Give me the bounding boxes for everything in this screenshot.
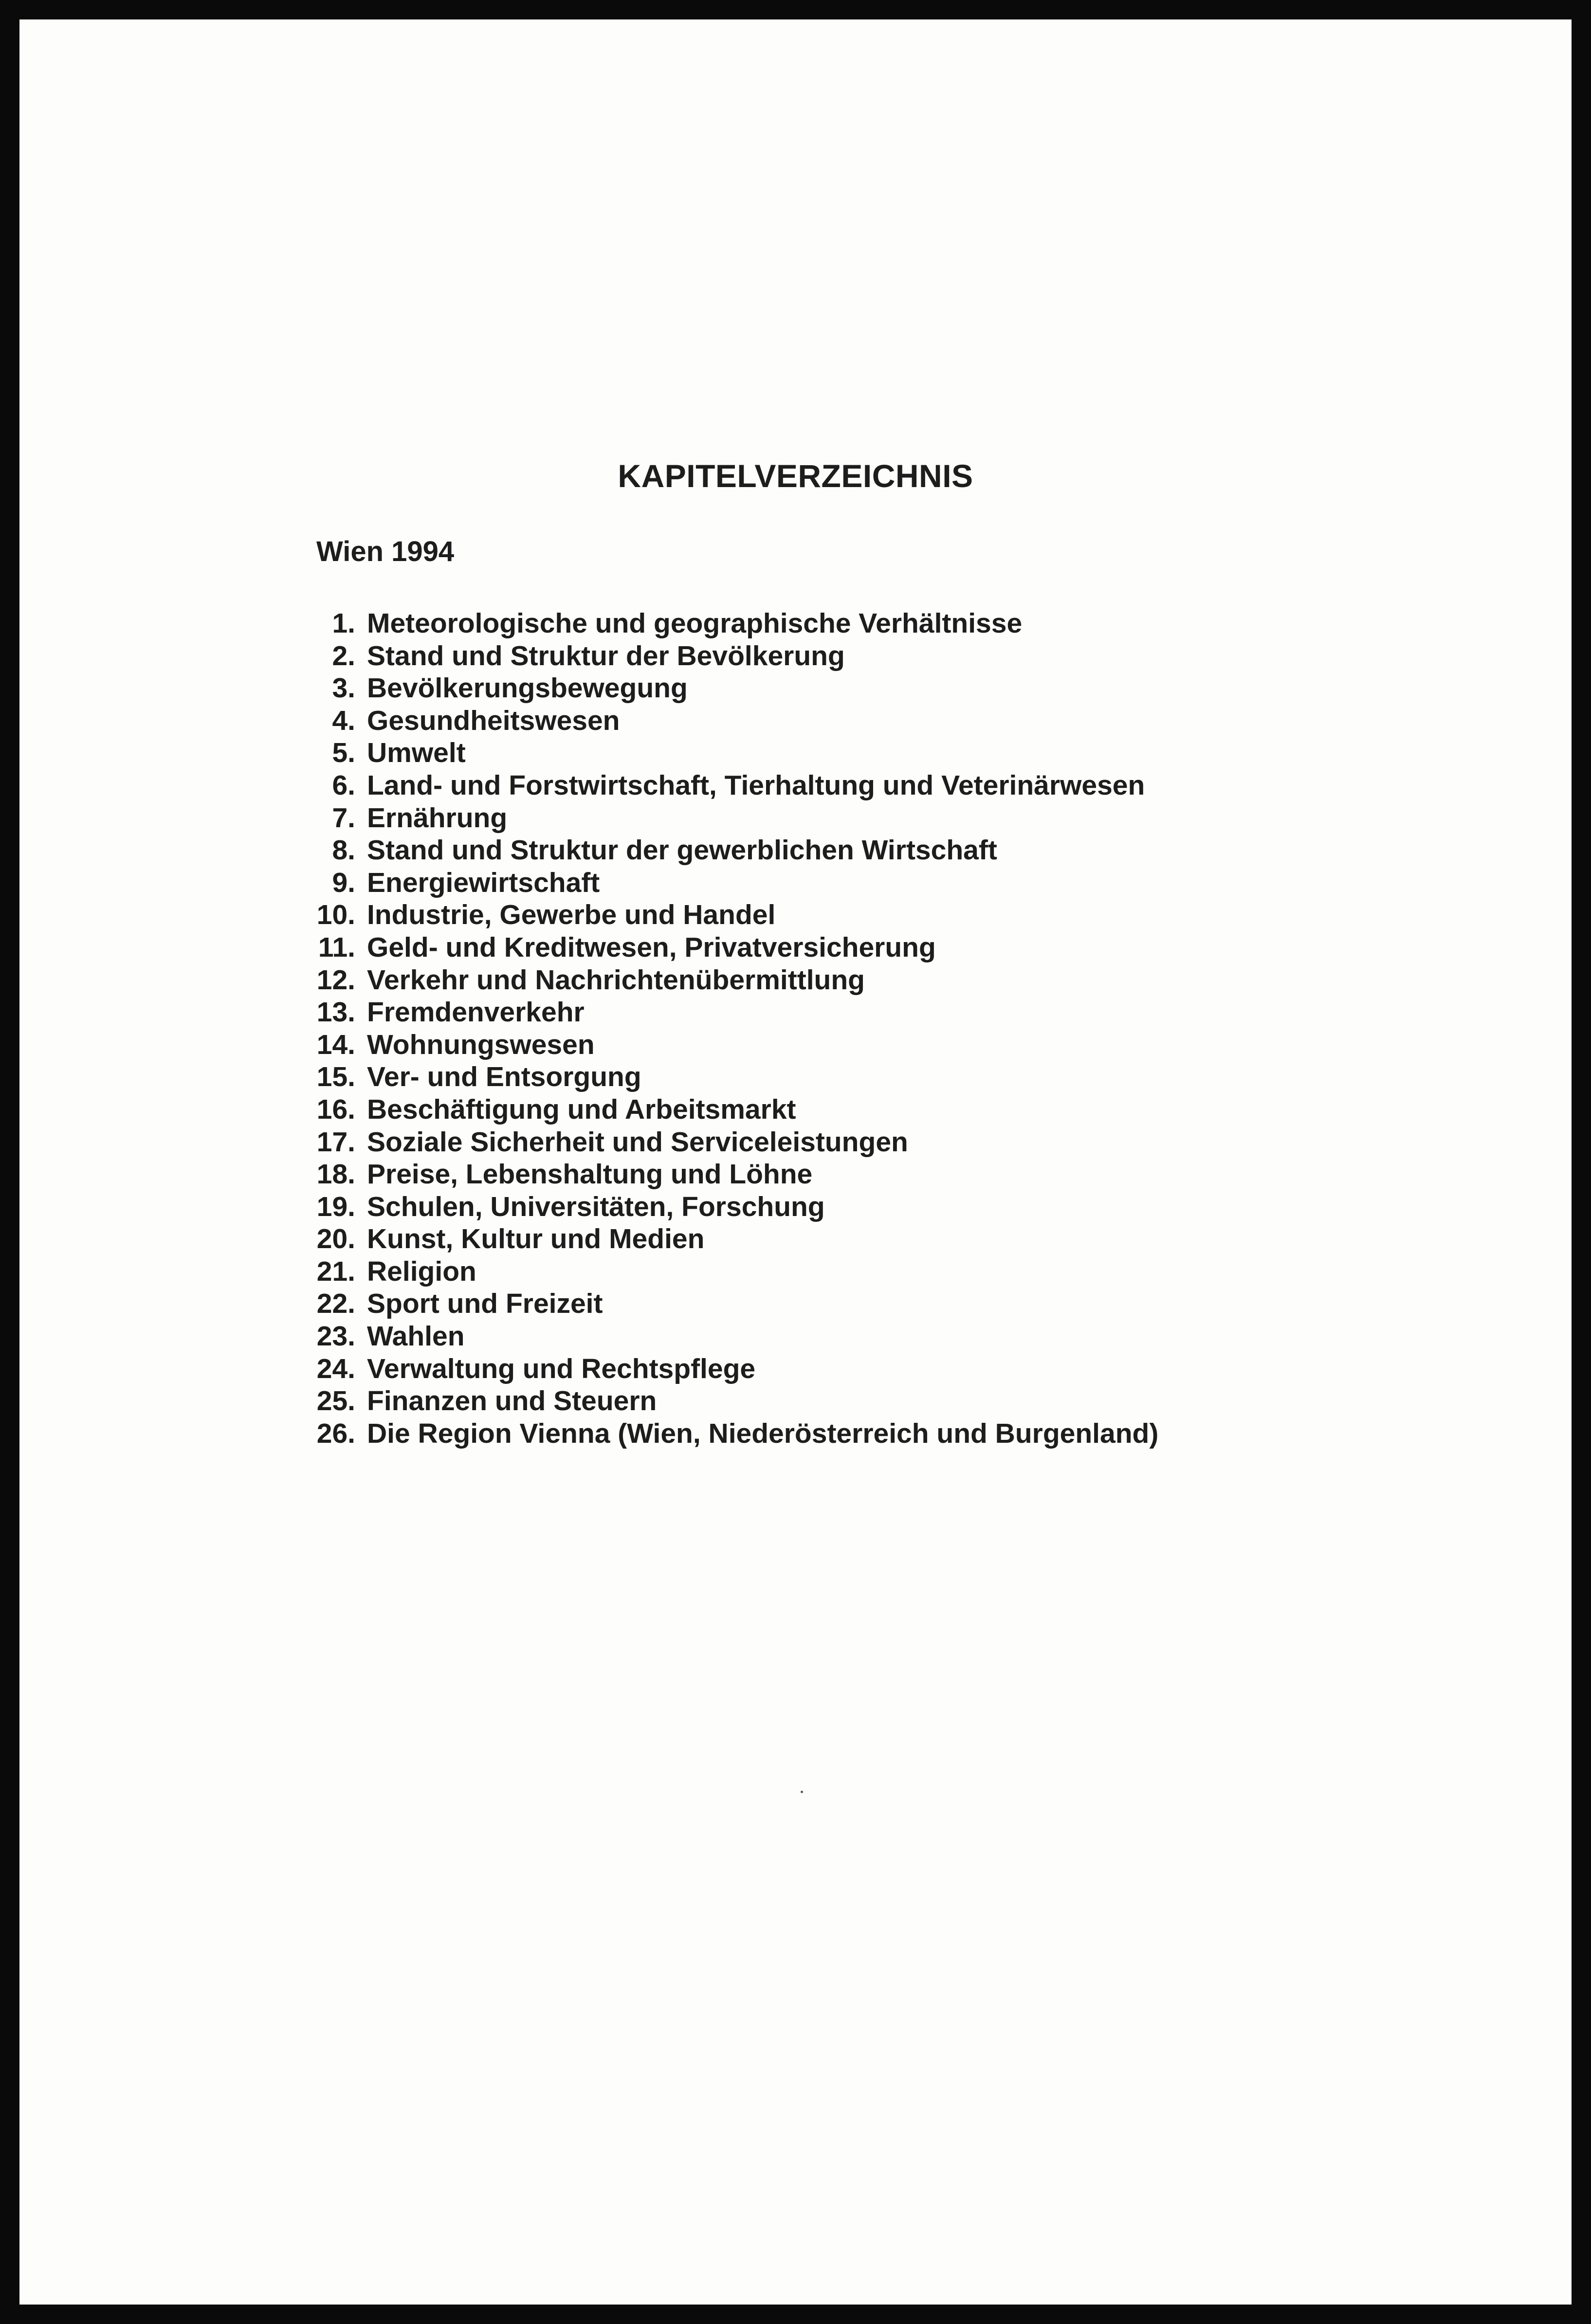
chapter-item — [307, 1353, 1158, 1385]
chapter-item — [307, 1158, 1158, 1191]
chapter-label: Die Region Vienna (Wien, Niederösterreich und Burgenland) — [367, 1417, 1159, 1449]
chapter-item — [307, 1223, 1158, 1255]
chapter-number: 9. — [332, 867, 355, 898]
chapter-label: Energiewirtschaft — [367, 867, 600, 898]
chapter-label: Ver- und Entsorgung — [367, 1061, 641, 1093]
chapter-number: 13. — [316, 997, 355, 1028]
chapter-number: 16. — [316, 1093, 355, 1125]
chapter-number: 11. — [318, 931, 355, 963]
chapter-item — [307, 996, 1158, 1029]
chapter-label: Ernährung — [367, 802, 508, 834]
chapter-item — [307, 607, 1158, 640]
chapter-label: Fremdenverkehr — [367, 997, 585, 1028]
chapter-label: Bevölkerungsbewegung — [367, 672, 688, 704]
chapter-item — [307, 1093, 1158, 1126]
chapter-item — [307, 737, 1158, 769]
chapter-item — [307, 1061, 1158, 1093]
chapter-label: Wahlen — [367, 1321, 465, 1352]
chapter-number: 8. — [332, 835, 355, 866]
chapter-label: Industrie, Gewerbe und Handel — [367, 899, 776, 931]
chapter-item — [307, 1029, 1158, 1061]
page-title: KAPITELVERZEICHNIS — [618, 458, 973, 494]
chapter-label: Preise, Lebenshaltung und Löhne — [367, 1159, 813, 1190]
chapter-number: 5. — [332, 737, 355, 769]
chapter-number: 21. — [316, 1255, 355, 1287]
chapter-label: Stand und Struktur der gewerblichen Wirtschaft — [367, 835, 997, 866]
chapter-item — [307, 1288, 1158, 1320]
chapter-number: 6. — [332, 769, 355, 801]
chapter-number: 20. — [316, 1223, 355, 1255]
chapter-number: 19. — [316, 1191, 355, 1222]
chapter-label: Gesundheitswesen — [367, 705, 620, 736]
chapter-item — [307, 640, 1158, 672]
chapter-number: 26. — [316, 1417, 355, 1449]
chapter-item — [307, 834, 1158, 867]
chapter-item — [307, 931, 1158, 964]
page-subtitle: Wien 1994 — [316, 536, 455, 567]
chapter-label: Stand und Struktur der Bevölkerung — [367, 640, 845, 672]
chapter-item — [307, 964, 1158, 997]
dust-speck — [801, 1791, 803, 1793]
chapter-number: 15. — [316, 1061, 355, 1093]
chapter-label: Religion — [367, 1255, 476, 1287]
chapter-label: Finanzen und Steuern — [367, 1385, 657, 1417]
chapter-number: 2. — [332, 640, 355, 672]
chapter-number: 1. — [332, 608, 355, 639]
chapter-number: 18. — [316, 1159, 355, 1190]
chapter-number: 7. — [332, 802, 355, 834]
chapter-number: 25. — [316, 1385, 355, 1417]
chapter-label: Verkehr und Nachrichtenübermittlung — [367, 964, 865, 996]
chapter-item — [307, 899, 1158, 931]
chapter-item — [307, 1320, 1158, 1353]
chapter-label: Kunst, Kultur und Medien — [367, 1223, 705, 1255]
chapter-item — [307, 1255, 1158, 1288]
chapter-item — [307, 1126, 1158, 1159]
document-page — [19, 19, 1572, 2305]
chapter-label: Sport und Freizeit — [367, 1288, 603, 1320]
chapter-number: 12. — [316, 964, 355, 996]
chapter-number: 3. — [332, 672, 355, 704]
chapter-number: 14. — [316, 1029, 355, 1060]
chapter-item — [307, 867, 1158, 899]
chapter-label: Umwelt — [367, 737, 466, 769]
chapter-item — [307, 1417, 1158, 1450]
chapter-item — [307, 802, 1158, 835]
chapter-label: Verwaltung und Rechtspflege — [367, 1353, 756, 1384]
chapter-number: 17. — [316, 1126, 355, 1158]
chapter-list — [307, 607, 1158, 1450]
chapter-item — [307, 705, 1158, 737]
chapter-label: Beschäftigung und Arbeitsmarkt — [367, 1093, 796, 1125]
chapter-label: Meteorologische und geographische Verhältnisse — [367, 608, 1023, 639]
chapter-label: Geld- und Kreditwesen, Privatversicherung — [367, 931, 936, 963]
chapter-label: Soziale Sicherheit und Serviceleistungen — [367, 1126, 908, 1158]
chapter-number: 24. — [316, 1353, 355, 1384]
chapter-item — [307, 1385, 1158, 1417]
chapter-number: 22. — [316, 1288, 355, 1320]
chapter-label: Land- und Forstwirtschaft, Tierhaltung und Veterinärwesen — [367, 769, 1145, 801]
chapter-item — [307, 1191, 1158, 1223]
chapter-number: 10. — [316, 899, 355, 931]
chapter-item — [307, 769, 1158, 802]
chapter-item — [307, 672, 1158, 705]
chapter-number: 23. — [316, 1321, 355, 1352]
chapter-label: Wohnungswesen — [367, 1029, 595, 1060]
chapter-label: Schulen, Universitäten, Forschung — [367, 1191, 825, 1222]
chapter-number: 4. — [332, 705, 355, 736]
